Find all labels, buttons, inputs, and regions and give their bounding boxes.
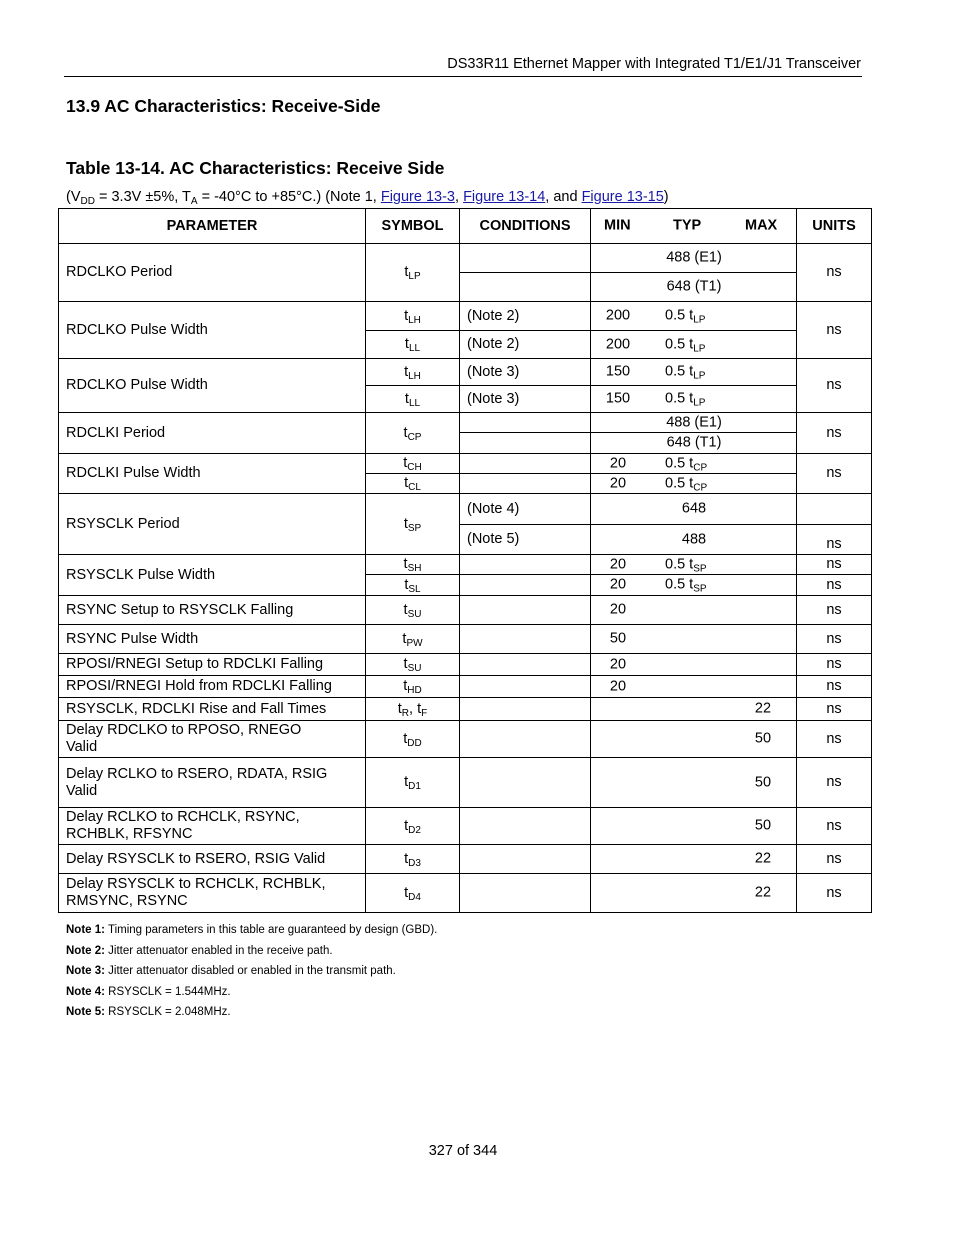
units-cell: ns — [797, 555, 872, 575]
values-cell: 648 (T1) — [591, 433, 797, 454]
table-row — [59, 494, 872, 525]
table-row — [59, 454, 872, 474]
figure-link-13-3[interactable]: Figure 13-3 — [380, 189, 455, 205]
conditions-cell — [460, 474, 591, 494]
note-item: Note 4: RSYSCLK = 1.544MHz. — [66, 985, 231, 998]
symbol-cell: $t_{D2}$ — [366, 808, 460, 845]
values-cell: 150 0.5 $t_{LP}$ — [591, 386, 797, 413]
symbol-cell: $t_{LP}$ — [366, 244, 460, 302]
note-item: Note 2: Jitter attenuator enabled in the receive path. — [66, 944, 333, 957]
table-row — [59, 596, 872, 625]
units-cell — [797, 494, 872, 525]
note-item: Note 3: Jitter attenuator disabled or enabled in the transmit path. — [66, 965, 396, 977]
symbol-cell: $t_{CP}$ — [366, 413, 460, 454]
values-cell: 20 0.5 $t_{SP}$ — [591, 555, 797, 575]
values-cell: 22 — [591, 845, 797, 874]
conditions-cell — [460, 845, 591, 874]
table-row — [59, 555, 872, 575]
table-row — [59, 758, 872, 808]
param-cell: RSYSCLK Period — [59, 494, 366, 555]
conditions-cell — [460, 575, 591, 596]
header-min: MIN — [604, 217, 631, 234]
header-typ: TYP — [673, 217, 702, 234]
units-cell: ns — [797, 575, 872, 596]
param-cell: RDCLKO Pulse Width — [59, 302, 366, 359]
symbol-cell: $t_{LH}$ — [366, 302, 460, 331]
values-cell: 20 — [591, 654, 797, 676]
units-cell: ns — [797, 596, 872, 625]
param-cell: RSYNC Pulse Width — [59, 625, 366, 654]
ac-characteristics-table — [58, 208, 872, 913]
units-cell: ns — [797, 808, 872, 845]
values-cell: 20 0.5 $t_{SP}$ — [591, 575, 797, 596]
conditions-cell — [460, 758, 591, 808]
param-cell: Delay RSYSCLK to RSERO, RSIG Valid — [59, 845, 366, 874]
conditions-cell — [460, 808, 591, 845]
symbol-cell: $t_{LL}$ — [366, 331, 460, 359]
param-cell: RDCLKI Period — [59, 413, 366, 454]
units-cell: ns — [797, 698, 872, 721]
units-cell: ns — [797, 244, 872, 302]
note-item: Note 1: Timing parameters in this table are guaranteed by design (GBD). — [66, 924, 438, 936]
conditions-cell — [460, 454, 591, 474]
units-cell: ns — [797, 625, 872, 654]
symbol-cell: $t_{CL}$ — [366, 474, 460, 494]
param-cell: Delay RCLKO to RCHCLK, RSYNC, RCHBLK, RFSYNC — [59, 808, 366, 845]
conditions-cell — [460, 244, 591, 273]
note-item: Note 5: RSYSCLK = 2.048MHz. — [66, 1006, 231, 1018]
conditions-cell — [460, 625, 591, 654]
param-cell: RDCLKI Pulse Width — [59, 454, 366, 494]
units-cell: ns — [797, 845, 872, 874]
conditions-cell — [460, 654, 591, 676]
symbol-cell: $t_{LL}$ — [366, 386, 460, 413]
conditions-cell: (Note 4) — [460, 494, 591, 525]
table-row — [59, 676, 872, 698]
symbol-cell: $t_{D4}$ — [366, 874, 460, 913]
figure-link-13-15[interactable]: Figure 13-15 — [581, 189, 664, 205]
values-cell: 648 (T1) — [591, 273, 797, 302]
units-cell: ns — [797, 454, 872, 494]
table-row — [59, 698, 872, 721]
conditions-cell — [460, 698, 591, 721]
symbol-cell: $t_{D1}$ — [366, 758, 460, 808]
conditions-cell: (Note 2) — [460, 331, 591, 359]
symbol-cell: $t_R$, $t_F$ — [366, 698, 460, 721]
table-notes — [66, 924, 437, 1027]
header-parameter: PARAMETER — [59, 209, 366, 244]
param-cell: Delay RCLKO to RSERO, RDATA, RSIG Valid — [59, 758, 366, 808]
table-row — [59, 808, 872, 845]
param-cell: RSYSCLK, RDCLKI Rise and Fall Times — [59, 698, 366, 721]
symbol-cell: $t_{DD}$ — [366, 721, 460, 758]
values-cell: 22 — [591, 874, 797, 913]
units-cell: ns — [797, 413, 872, 454]
units-cell: ns — [797, 359, 872, 413]
symbol-cell: $t_{SU}$ — [366, 654, 460, 676]
values-cell: 22 — [591, 698, 797, 721]
param-cell: RDCLKO Period — [59, 244, 366, 302]
header-units: UNITS — [797, 209, 872, 244]
units-cell: ns — [797, 721, 872, 758]
conditions-cell — [460, 555, 591, 575]
table-row — [59, 244, 872, 273]
table-row — [59, 845, 872, 874]
values-cell: 50 — [591, 721, 797, 758]
param-cell: RPOSI/RNEGI Setup to RDCLKI Falling — [59, 654, 366, 676]
values-cell: 488 (E1) — [591, 244, 797, 273]
table-header-row — [59, 209, 872, 244]
units-cell: ns — [797, 758, 872, 808]
units-cell: ns — [797, 874, 872, 913]
section-title: 13.9 AC Characteristics: Receive-Side — [66, 96, 381, 116]
conditions-cell — [460, 273, 591, 302]
units-cell: ns — [797, 676, 872, 698]
values-cell: 50 — [591, 758, 797, 808]
header-conditions: CONDITIONS — [460, 209, 591, 244]
table-row — [59, 654, 872, 676]
param-cell: Delay RSYSCLK to RCHCLK, RCHBLK, RMSYNC, RSYNC — [59, 874, 366, 913]
values-cell: 20 — [591, 596, 797, 625]
table-conditions: ($V_{DD} = 3.3V \pm 5\%$, $T_A = -40^\circ C$ to +85°C.) (Note 1, Figure 13-3, Figure 13-14, and Figure 13-15) — [66, 189, 669, 207]
table-row — [59, 625, 872, 654]
param-cell: RPOSI/RNEGI Hold from RDCLKI Falling — [59, 676, 366, 698]
units-cell: ns — [797, 654, 872, 676]
values-cell: 488 (E1) — [591, 413, 797, 433]
values-cell: 50 — [591, 808, 797, 845]
symbol-cell: $t_{D3}$ — [366, 845, 460, 874]
symbol-cell: $t_{LH}$ — [366, 359, 460, 386]
table-row — [59, 359, 872, 386]
values-cell: 150 0.5 $t_{LP}$ — [591, 359, 797, 386]
conditions-cell — [460, 413, 591, 433]
values-cell: 648 — [591, 494, 797, 525]
conditions-cell — [460, 721, 591, 758]
values-cell: 20 0.5 $t_{CP}$ — [591, 454, 797, 474]
param-cell: Delay RDCLKO to RPOSO, RNEGO Valid — [59, 721, 366, 758]
conditions-cell — [460, 874, 591, 913]
conditions-cell: (Note 2) — [460, 302, 591, 331]
symbol-cell: $t_{SP}$ — [366, 494, 460, 555]
values-cell: 50 — [591, 625, 797, 654]
table-row — [59, 302, 872, 331]
conditions-cell — [460, 596, 591, 625]
symbol-cell: $t_{CH}$ — [366, 454, 460, 474]
param-cell: RDCLKO Pulse Width — [59, 359, 366, 413]
table-title: Table 13-14. AC Characteristics: Receive Side — [66, 158, 445, 178]
conditions-cell: (Note 3) — [460, 386, 591, 413]
page-number: 327 of 344 — [428, 1143, 498, 1159]
running-header: DS33R11 Ethernet Mapper with Integrated T1/E1/J1 Transceiver — [447, 56, 861, 72]
header-divider — [64, 76, 862, 77]
header-min-typ-max — [591, 209, 797, 244]
param-cell: RSYNC Setup to RSYSCLK Falling — [59, 596, 366, 625]
param-cell: RSYSCLK Pulse Width — [59, 555, 366, 596]
conditions-cell — [460, 676, 591, 698]
table-row — [59, 721, 872, 758]
symbol-cell: $t_{HD}$ — [366, 676, 460, 698]
symbol-cell: $t_{SL}$ — [366, 575, 460, 596]
values-cell: 200 0.5 $t_{LP}$ — [591, 302, 797, 331]
values-cell: 200 0.5 $t_{LP}$ — [591, 331, 797, 359]
units-cell: ns — [797, 302, 872, 359]
symbol-cell: $t_{SH}$ — [366, 555, 460, 575]
conditions-cell: (Note 5) — [460, 525, 591, 555]
symbol-cell: $t_{SU}$ — [366, 596, 460, 625]
values-cell: 20 0.5 $t_{CP}$ — [591, 474, 797, 494]
table-row — [59, 874, 872, 913]
header-symbol: SYMBOL — [366, 209, 460, 244]
table-row — [59, 413, 872, 433]
units-cell: ns — [797, 525, 872, 555]
values-cell: 20 — [591, 676, 797, 698]
conditions-cell: (Note 3) — [460, 359, 591, 386]
conditions-cell — [460, 433, 591, 454]
symbol-cell: $t_{PW}$ — [366, 625, 460, 654]
values-cell: 488 — [591, 525, 797, 555]
header-max: MAX — [745, 217, 778, 234]
figure-link-13-14[interactable]: Figure 13-14 — [463, 189, 546, 205]
